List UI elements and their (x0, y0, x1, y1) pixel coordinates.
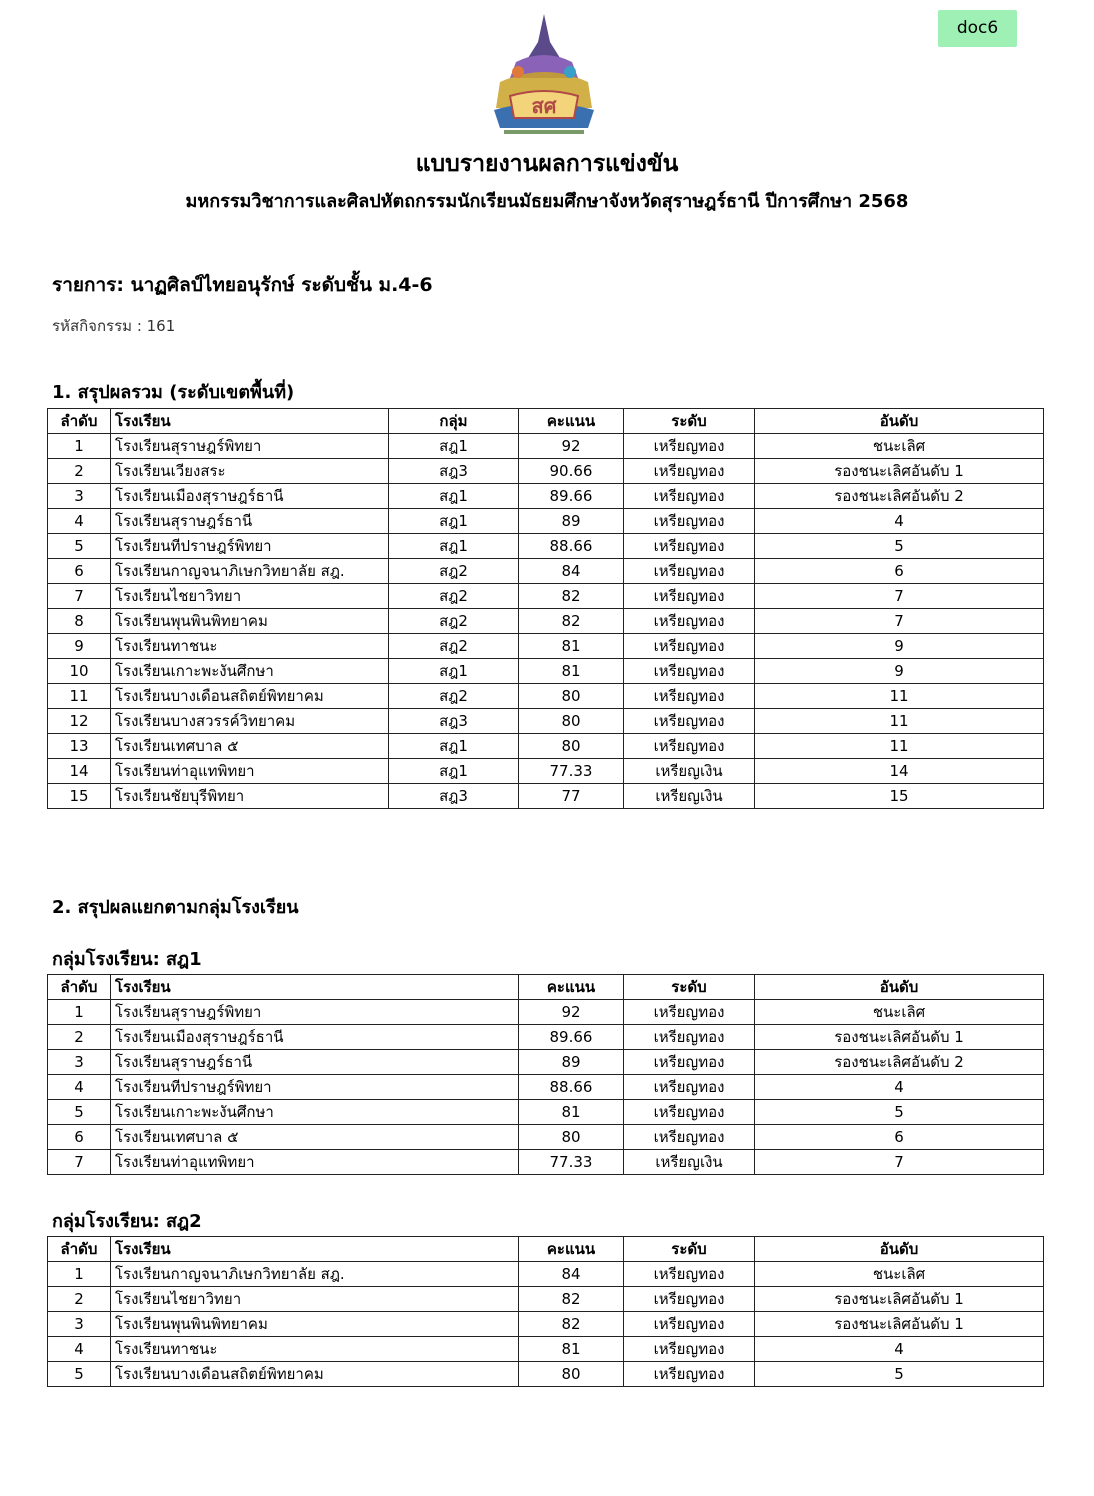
table-cell: โรงเรียนเวียงสระ (111, 459, 389, 484)
group-sd1-title: กลุ่มโรงเรียน: สฎ1 (52, 949, 202, 970)
table-cell: 82 (519, 1287, 624, 1312)
table-cell: โรงเรียนสุราษฎร์ธานี (111, 509, 389, 534)
table-cell: โรงเรียนไชยาวิทยา (111, 584, 389, 609)
table-cell: 92 (519, 434, 624, 459)
table-cell: 4 (755, 1337, 1044, 1362)
table-cell: 81 (519, 1337, 624, 1362)
page-subtitle: มหกรรมวิชาการและศิลปหัตถกรรมนักเรียนมัธยมศึกษาจังหวัดสุราษฎร์ธานี ปีการศึกษา 2568 (185, 191, 909, 212)
table-cell: โรงเรียนเกาะพะงันศึกษา (111, 1100, 519, 1125)
activity-code: รหัสกิจกรรม : 161 (52, 317, 176, 335)
table-cell: 89.66 (519, 484, 624, 509)
table-cell: ชนะเลิศ (755, 1000, 1044, 1025)
logo-lettering: สศ (531, 94, 557, 118)
table-cell: สฎ1 (389, 659, 519, 684)
table-row (48, 534, 1044, 559)
table-cell: โรงเรียนไชยาวิทยา (111, 1287, 519, 1312)
table-cell: สฎ1 (389, 734, 519, 759)
table-cell: 14 (48, 759, 111, 784)
col-header-order: ลำดับ (48, 975, 111, 1000)
table-cell: 10 (48, 659, 111, 684)
table-cell: 5 (48, 534, 111, 559)
table-cell: 12 (48, 709, 111, 734)
table-cell: 89.66 (519, 1025, 624, 1050)
table-cell: 7 (48, 584, 111, 609)
table-cell: เหรียญทอง (624, 434, 755, 459)
table-cell: 82 (519, 609, 624, 634)
table-cell: รองชนะเลิศอันดับ 2 (755, 484, 1044, 509)
table-cell: สฎ2 (389, 634, 519, 659)
table-cell: 5 (48, 1362, 111, 1387)
table-cell: เหรียญทอง (624, 1025, 755, 1050)
table-row (48, 1262, 1044, 1287)
table-row (48, 509, 1044, 534)
table-cell: เหรียญทอง (624, 734, 755, 759)
table-cell: 2 (48, 1287, 111, 1312)
table-cell: เหรียญทอง (624, 684, 755, 709)
table-cell: โรงเรียนพุนพินพิทยาคม (111, 609, 389, 634)
table-row (48, 1100, 1044, 1125)
col-header-score: คะแนน (519, 409, 624, 434)
col-header-level: ระดับ (624, 409, 755, 434)
table-cell: 5 (755, 1362, 1044, 1387)
table-cell: สฎ3 (389, 784, 519, 809)
table-cell: เหรียญทอง (624, 634, 755, 659)
table-row (48, 1150, 1044, 1175)
table-cell: เหรียญทอง (624, 1337, 755, 1362)
table-cell: 9 (755, 659, 1044, 684)
overall-results-table (47, 408, 1044, 809)
table-cell: ชนะเลิศ (755, 1262, 1044, 1287)
table-cell: โรงเรียนทาชนะ (111, 634, 389, 659)
table-cell: 89 (519, 509, 624, 534)
table-cell: เหรียญเงิน (624, 1150, 755, 1175)
table-cell: 11 (48, 684, 111, 709)
page-title: แบบรายงานผลการแข่งขัน (415, 151, 679, 177)
table-cell: 77 (519, 784, 624, 809)
table-cell: เหรียญทอง (624, 1362, 755, 1387)
table-cell: 90.66 (519, 459, 624, 484)
table-cell: 11 (755, 684, 1044, 709)
table-row (48, 559, 1044, 584)
table-cell: 80 (519, 684, 624, 709)
col-header-rank: อันดับ (755, 1237, 1044, 1262)
table-cell: 11 (755, 709, 1044, 734)
table-cell: 1 (48, 434, 111, 459)
table-cell: เหรียญทอง (624, 659, 755, 684)
table-cell: 77.33 (519, 1150, 624, 1175)
table-cell: 82 (519, 1312, 624, 1337)
table-cell: 15 (755, 784, 1044, 809)
table-cell: 7 (755, 1150, 1044, 1175)
table-row (48, 1312, 1044, 1337)
table-cell: โรงเรียนเทศบาล ๕ (111, 1125, 519, 1150)
table-cell: เหรียญทอง (624, 1125, 755, 1150)
table-cell: สฎ1 (389, 484, 519, 509)
table-cell: 13 (48, 734, 111, 759)
table-cell: 7 (755, 609, 1044, 634)
table-cell: 80 (519, 709, 624, 734)
table-cell: โรงเรียนกาญจนาภิเษกวิทยาลัย สฎ. (111, 559, 389, 584)
table-cell: รองชนะเลิศอันดับ 1 (755, 1312, 1044, 1337)
table-row (48, 1287, 1044, 1312)
table-cell: 1 (48, 1262, 111, 1287)
table-cell: 80 (519, 1125, 624, 1150)
table-row (48, 684, 1044, 709)
doc-badge: doc6 (938, 10, 1017, 47)
table-cell: เหรียญเงิน (624, 784, 755, 809)
table-cell: 4 (48, 1075, 111, 1100)
table-cell: สฎ2 (389, 609, 519, 634)
table-cell: รองชนะเลิศอันดับ 2 (755, 1050, 1044, 1075)
table-cell: เหรียญทอง (624, 1075, 755, 1100)
activity-name: รายการ: นาฏศิลป์ไทยอนุรักษ์ ระดับชั้น ม.4-6 (52, 274, 433, 296)
col-header-school: โรงเรียน (111, 409, 389, 434)
table-cell: โรงเรียนเมืองสุราษฎร์ธานี (111, 1025, 519, 1050)
col-header-school: โรงเรียน (111, 975, 519, 1000)
table-cell: 77.33 (519, 759, 624, 784)
table-cell: 7 (48, 1150, 111, 1175)
table-cell: 80 (519, 1362, 624, 1387)
table-cell: เหรียญทอง (624, 1287, 755, 1312)
table-cell: โรงเรียนเทศบาล ๕ (111, 734, 389, 759)
table-cell: 4 (48, 1337, 111, 1362)
table-cell: เหรียญทอง (624, 1000, 755, 1025)
table-cell: 3 (48, 1050, 111, 1075)
table-cell: 81 (519, 659, 624, 684)
table-cell: สฎ1 (389, 509, 519, 534)
table-cell: เหรียญทอง (624, 559, 755, 584)
table-cell: 14 (755, 759, 1044, 784)
table-cell: 84 (519, 1262, 624, 1287)
table-cell: สฎ2 (389, 684, 519, 709)
table-cell: 89 (519, 1050, 624, 1075)
table-cell: 80 (519, 734, 624, 759)
col-header-order: ลำดับ (48, 1237, 111, 1262)
table-cell: 81 (519, 634, 624, 659)
table-cell: โรงเรียนทีปราษฎร์พิทยา (111, 1075, 519, 1100)
table-cell: โรงเรียนสุราษฎร์พิทยา (111, 434, 389, 459)
table-cell: 92 (519, 1000, 624, 1025)
table-cell: สฎ1 (389, 759, 519, 784)
table-row (48, 459, 1044, 484)
table-cell: 8 (48, 609, 111, 634)
table-cell: 4 (755, 1075, 1044, 1100)
section1-title: 1. สรุปผลรวม (ระดับเขตพื้นที่) (52, 382, 295, 403)
table-header-row (48, 1237, 1044, 1262)
col-header-rank: อันดับ (755, 975, 1044, 1000)
table-cell: เหรียญทอง (624, 1312, 755, 1337)
table-header-row (48, 975, 1044, 1000)
table-cell: โรงเรียนพุนพินพิทยาคม (111, 1312, 519, 1337)
table-cell: 84 (519, 559, 624, 584)
table-row (48, 784, 1044, 809)
table-cell: โรงเรียนบางเดือนสถิตย์พิทยาคม (111, 684, 389, 709)
table-row (48, 1362, 1044, 1387)
table-cell: เหรียญทอง (624, 1050, 755, 1075)
table-cell: 2 (48, 1025, 111, 1050)
table-cell: โรงเรียนเกาะพะงันศึกษา (111, 659, 389, 684)
table-cell: สฎ2 (389, 584, 519, 609)
col-header-level: ระดับ (624, 975, 755, 1000)
table-cell: 1 (48, 1000, 111, 1025)
table-cell: โรงเรียนชัยบุรีพิทยา (111, 784, 389, 809)
table-cell: 9 (48, 634, 111, 659)
table-cell: 88.66 (519, 1075, 624, 1100)
table-cell: โรงเรียนสุราษฎร์พิทยา (111, 1000, 519, 1025)
table-cell: ชนะเลิศ (755, 434, 1044, 459)
col-header-score: คะแนน (519, 1237, 624, 1262)
table-row (48, 609, 1044, 634)
table-row (48, 484, 1044, 509)
table-row (48, 709, 1044, 734)
table-cell: สฎ2 (389, 559, 519, 584)
table-row (48, 659, 1044, 684)
table-cell: เหรียญทอง (624, 1262, 755, 1287)
table-row (48, 584, 1044, 609)
col-header-score: คะแนน (519, 975, 624, 1000)
table-cell: โรงเรียนท่าอุแทพิทยา (111, 1150, 519, 1175)
table-cell: 9 (755, 634, 1044, 659)
table-cell: รองชนะเลิศอันดับ 1 (755, 459, 1044, 484)
table-row (48, 1050, 1044, 1075)
table-cell: โรงเรียนท่าอุแทพิทยา (111, 759, 389, 784)
table-cell: 4 (755, 509, 1044, 534)
table-cell: เหรียญทอง (624, 609, 755, 634)
table-cell: 4 (48, 509, 111, 534)
table-row (48, 1025, 1044, 1050)
table-row (48, 1125, 1044, 1150)
col-header-group: กลุ่ม (389, 409, 519, 434)
table-cell: 3 (48, 1312, 111, 1337)
table-cell: 15 (48, 784, 111, 809)
table-cell: 81 (519, 1100, 624, 1125)
table-cell: 5 (48, 1100, 111, 1125)
group-sd2-title: กลุ่มโรงเรียน: สฎ2 (52, 1211, 202, 1232)
table-cell: 6 (755, 559, 1044, 584)
table-row (48, 1075, 1044, 1100)
table-cell: โรงเรียนบางเดือนสถิตย์พิทยาคม (111, 1362, 519, 1387)
table-cell: 6 (48, 1125, 111, 1150)
table-cell: สฎ1 (389, 434, 519, 459)
table-row (48, 634, 1044, 659)
table-cell: เหรียญทอง (624, 709, 755, 734)
section2-title: 2. สรุปผลแยกตามกลุ่มโรงเรียน (52, 897, 299, 918)
table-cell: 6 (755, 1125, 1044, 1150)
table-cell: 82 (519, 584, 624, 609)
table-cell: 3 (48, 484, 111, 509)
table-cell: โรงเรียนสุราษฎร์ธานี (111, 1050, 519, 1075)
table-cell: โรงเรียนทาชนะ (111, 1337, 519, 1362)
table-row (48, 434, 1044, 459)
table-cell: เหรียญทอง (624, 584, 755, 609)
col-header-rank: อันดับ (755, 409, 1044, 434)
table-cell: รองชนะเลิศอันดับ 1 (755, 1287, 1044, 1312)
table-cell: เหรียญทอง (624, 484, 755, 509)
table-cell: โรงเรียนบางสวรรค์วิทยาคม (111, 709, 389, 734)
table-cell: เหรียญทอง (624, 509, 755, 534)
table-cell: 88.66 (519, 534, 624, 559)
group-sd2-table (47, 1236, 1044, 1387)
table-cell: รองชนะเลิศอันดับ 1 (755, 1025, 1044, 1050)
table-row (48, 759, 1044, 784)
table-cell: เหรียญทอง (624, 1100, 755, 1125)
table-cell: 2 (48, 459, 111, 484)
table-row (48, 734, 1044, 759)
table-cell: 6 (48, 559, 111, 584)
table-cell: โรงเรียนเมืองสุราษฎร์ธานี (111, 484, 389, 509)
table-cell: เหรียญทอง (624, 534, 755, 559)
group-sd1-table (47, 974, 1044, 1175)
table-row (48, 1000, 1044, 1025)
table-cell: 7 (755, 584, 1044, 609)
emblem-logo (480, 12, 608, 140)
table-cell: 5 (755, 1100, 1044, 1125)
col-header-order: ลำดับ (48, 409, 111, 434)
table-cell: 11 (755, 734, 1044, 759)
table-cell: เหรียญทอง (624, 459, 755, 484)
col-header-level: ระดับ (624, 1237, 755, 1262)
table-cell: เหรียญเงิน (624, 759, 755, 784)
table-row (48, 1337, 1044, 1362)
table-header-row (48, 409, 1044, 434)
table-cell: สฎ3 (389, 709, 519, 734)
col-header-school: โรงเรียน (111, 1237, 519, 1262)
table-cell: โรงเรียนกาญจนาภิเษกวิทยาลัย สฎ. (111, 1262, 519, 1287)
table-cell: 5 (755, 534, 1044, 559)
table-cell: สฎ3 (389, 459, 519, 484)
table-cell: สฎ1 (389, 534, 519, 559)
table-cell: โรงเรียนทีปราษฎร์พิทยา (111, 534, 389, 559)
